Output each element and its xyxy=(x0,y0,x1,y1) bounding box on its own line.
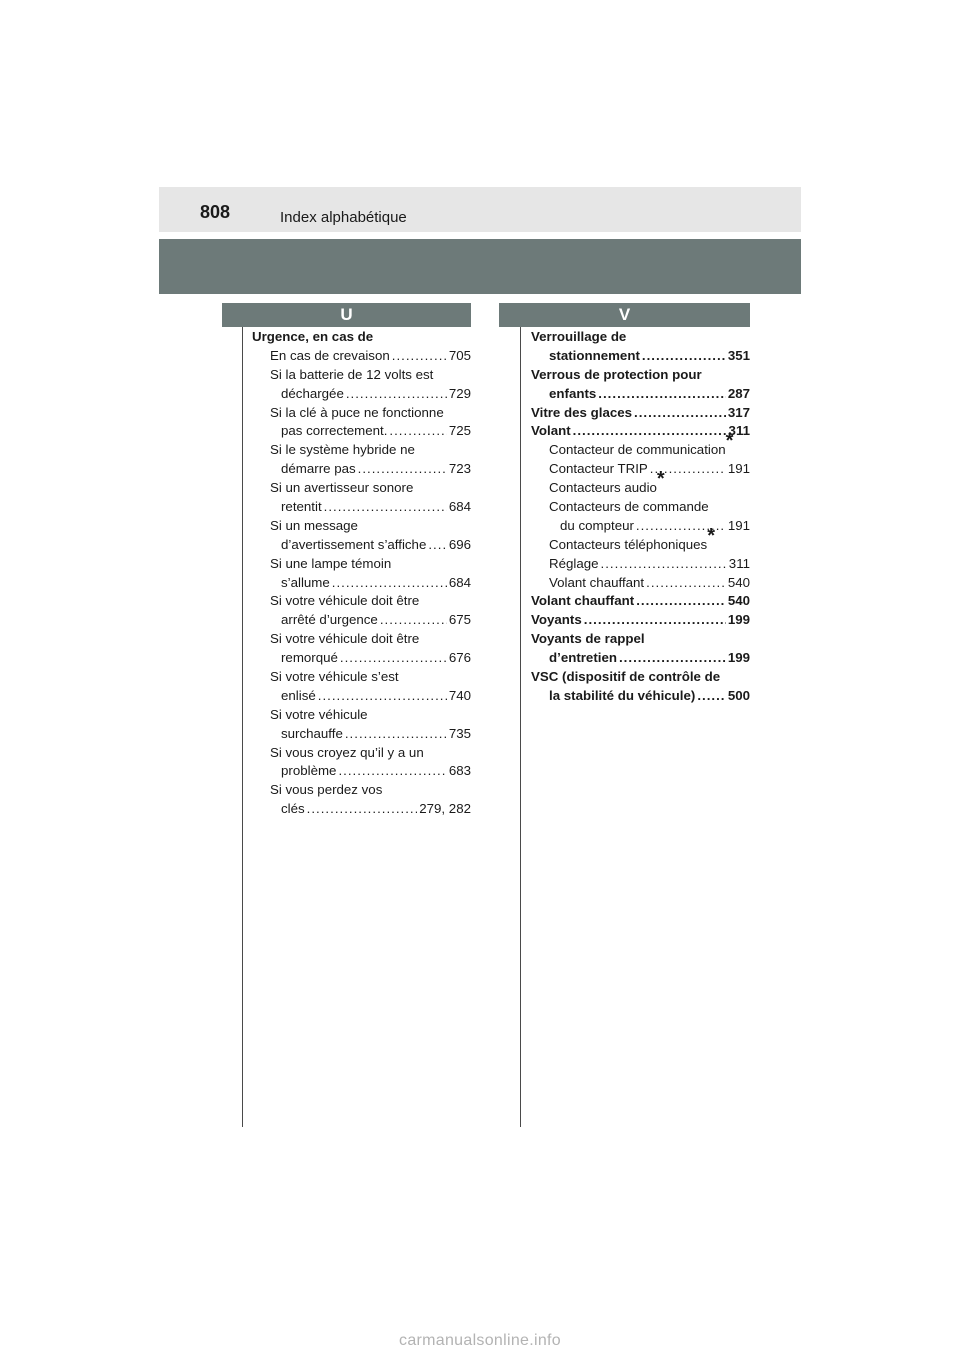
index-subentry-remorque xyxy=(252,630,471,668)
entry-text: Contacteurs de commande xyxy=(549,499,709,515)
index-entry-volant-chauffant xyxy=(531,592,750,611)
index-column-v xyxy=(531,328,750,706)
entry-title: Voyants xyxy=(531,612,582,628)
index-entry-vsc xyxy=(531,668,750,706)
page-ref: 279, 282 xyxy=(419,801,471,817)
index-entry-verrous xyxy=(531,366,750,404)
index-entry-vitre xyxy=(531,404,750,423)
section-header-v: V xyxy=(499,303,750,327)
watermark: carmanualsonline.info xyxy=(399,1332,561,1349)
entry-text: démarre pas xyxy=(281,461,356,477)
page-ref: 705 xyxy=(448,347,471,363)
index-subentry-surchauffe xyxy=(252,706,471,744)
page-ref: 287 xyxy=(727,385,750,401)
entry-title: Volant xyxy=(531,423,571,439)
page-ref: 311 xyxy=(728,423,750,439)
entry-title: Urgence, en cas de xyxy=(252,329,374,344)
entry-text: du compteur xyxy=(560,517,634,533)
entry-title: la stabilité du véhicule) xyxy=(549,687,696,703)
entry-text: Si la batterie de 12 volts est xyxy=(270,366,434,382)
page-ref: 723 xyxy=(448,461,471,477)
index-subentry-cle xyxy=(252,404,471,442)
index-subentry-trip xyxy=(531,460,750,479)
entry-text: Réglage xyxy=(549,555,599,571)
page-ref: 191 xyxy=(727,517,750,533)
page-header xyxy=(159,187,801,232)
entry-text: d’avertissement s’affiche xyxy=(281,536,427,552)
entry-title: Vitre des glaces xyxy=(531,404,633,420)
page-ref: 696 xyxy=(448,536,471,552)
entry-text: pas correctement. xyxy=(281,423,388,439)
entry-text: Contacteurs téléphoniques xyxy=(549,536,708,552)
index-subentry-hybride xyxy=(252,441,471,479)
entry-title: d’entretien xyxy=(549,650,617,666)
entry-text: Si vous croyez qu’il y a un xyxy=(270,744,424,760)
entry-title: Voyants de rappel xyxy=(531,631,645,647)
entry-text: Si un avertisseur sonore xyxy=(270,480,414,496)
index-subentry-probleme xyxy=(252,744,471,782)
entry-title: stationnement xyxy=(549,347,640,363)
entry-text: Si un message xyxy=(270,517,358,533)
entry-text: problème xyxy=(281,763,337,779)
index-subentry-commande xyxy=(531,498,750,536)
index-subentry-batterie xyxy=(252,366,471,404)
page-ref: 540 xyxy=(727,593,750,609)
entry-text: retentit xyxy=(281,499,322,515)
entry-text: Si la clé à puce ne fonctionne xyxy=(270,404,444,420)
index-subentry-message xyxy=(252,517,471,555)
header-band xyxy=(159,239,801,294)
page-ref: 191 xyxy=(727,461,750,477)
entry-title: Volant chauffant xyxy=(531,593,635,609)
index-subentry-arrete xyxy=(252,592,471,630)
page-ref: 740 xyxy=(448,687,471,703)
page-ref: 311 xyxy=(728,555,750,571)
column-divider-u xyxy=(242,327,243,1127)
page-ref: 683 xyxy=(448,763,471,779)
entry-text: Contacteurs audio xyxy=(549,480,657,496)
entry-text: surchauffe xyxy=(281,725,343,741)
index-entry-verrouillage xyxy=(531,328,750,366)
entry-title: Verrous de protection pour xyxy=(531,366,702,382)
column-divider-v xyxy=(520,327,521,1127)
entry-text: En cas de crevaison xyxy=(270,347,390,363)
index-entry-rappel xyxy=(531,630,750,668)
page-number: 808 xyxy=(200,202,231,222)
page-ref: 317 xyxy=(727,404,750,420)
page-ref: 199 xyxy=(727,612,750,628)
section-header-u: U xyxy=(222,303,471,327)
entry-text: arrêté d’urgence xyxy=(281,612,378,628)
page-ref: 735 xyxy=(448,725,471,741)
entry-text: Si votre véhicule doit être xyxy=(270,631,420,647)
index-column-u xyxy=(252,328,471,819)
index-subentry-reglage xyxy=(531,555,750,574)
index-entry-voyants xyxy=(531,611,750,630)
entry-text: clés xyxy=(281,801,305,817)
entry-text: Volant chauffant xyxy=(549,574,645,590)
entry-text: Si une lampe témoin xyxy=(270,555,392,571)
entry-text: remorqué xyxy=(281,650,338,666)
entry-text: Si votre véhicule xyxy=(270,706,368,722)
page-ref: 676 xyxy=(448,650,471,666)
asterisk-mark: * xyxy=(707,524,715,547)
entry-text: s’allume xyxy=(281,574,330,590)
entry-text: enlisé xyxy=(281,687,316,703)
page-ref: 199 xyxy=(727,650,750,666)
entry-text: Contacteur TRIP xyxy=(549,461,648,477)
index-entry-volant xyxy=(531,422,750,441)
entry-text: Contacteur de communication xyxy=(549,442,726,458)
page-ref: 684 xyxy=(448,499,471,515)
index-subentry-lampe xyxy=(252,555,471,593)
index-subentry-cles xyxy=(252,781,471,819)
index-subentry-volant-chauffant xyxy=(531,574,750,593)
page-ref: 540 xyxy=(727,574,750,590)
asterisk-mark: * xyxy=(725,430,734,453)
page-ref: 675 xyxy=(448,612,471,628)
entry-text: déchargée xyxy=(281,385,344,401)
entry-title: Verrouillage de xyxy=(531,329,627,344)
page-ref: 729 xyxy=(448,385,471,401)
page-ref: 725 xyxy=(448,423,471,439)
entry-title: VSC (dispositif de contrôle de xyxy=(531,669,721,685)
index-subentry-enlise xyxy=(252,668,471,706)
index-subentry-avertisseur xyxy=(252,479,471,517)
entry-text: Si le système hybride ne xyxy=(270,442,415,458)
entry-text: Si votre véhicule s’est xyxy=(270,669,399,685)
entry-text: Si vous perdez vos xyxy=(270,782,383,798)
page-ref: 351 xyxy=(727,347,750,363)
index-entry-urgence xyxy=(252,328,471,347)
page-title: Index alphabétique xyxy=(280,209,407,226)
entry-text: Si votre véhicule doit être xyxy=(270,593,420,609)
page-ref: 500 xyxy=(727,687,750,703)
entry-title: enfants xyxy=(549,385,597,401)
page-ref: 684 xyxy=(448,574,471,590)
asterisk-mark: * xyxy=(656,468,665,491)
index-subentry-crevaison xyxy=(252,347,471,366)
